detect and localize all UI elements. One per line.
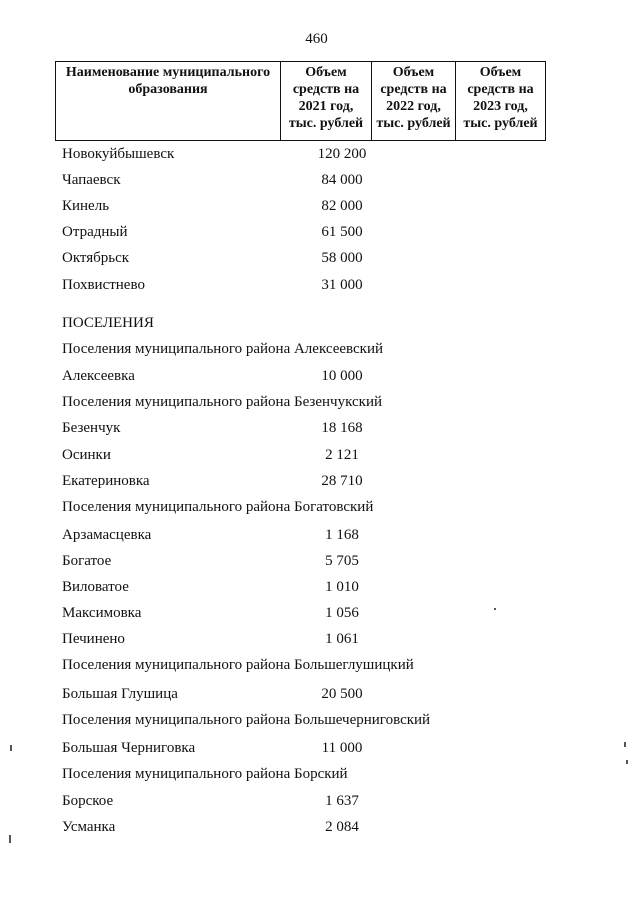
- column-header-2021: Объем средств на 2021 год, тыс. рублей: [281, 62, 372, 141]
- table-row: [62, 248, 582, 268]
- table-row: [62, 222, 582, 242]
- row-name: Усманка: [62, 819, 116, 835]
- group-heading: [62, 655, 582, 675]
- row-name: Осинки: [62, 447, 111, 463]
- row-name: Новокуйбышевск: [62, 146, 175, 162]
- scan-speck: [494, 608, 496, 610]
- row-name: Октябрьск: [62, 250, 130, 266]
- table-row: [62, 551, 582, 571]
- row-value-2021: 5 705: [325, 553, 359, 569]
- row-name: Поселения муниципального района Богатовский: [62, 499, 374, 515]
- table-row: [62, 275, 582, 295]
- table-row: [62, 738, 582, 758]
- row-value-2021: 84 000: [321, 172, 363, 188]
- table-row: [62, 366, 582, 386]
- scan-speck: [626, 760, 628, 764]
- scan-speck: [10, 745, 12, 751]
- column-header-2023: Объем средств на 2023 год, тыс. рублей: [456, 62, 546, 141]
- page-number: 460: [305, 31, 328, 47]
- row-name: Отрадный: [62, 224, 128, 240]
- table-header: [55, 61, 546, 141]
- row-value-2021: 10 000: [321, 368, 363, 384]
- row-value-2021: 1 061: [325, 631, 359, 647]
- row-name: ПОСЕЛЕНИЯ: [62, 315, 154, 331]
- row-name: Виловатое: [62, 579, 129, 595]
- row-name: Похвистнево: [62, 277, 145, 293]
- table-row: [62, 418, 582, 438]
- table-row: [62, 196, 582, 216]
- table-row: [62, 603, 582, 623]
- row-name: Поселения муниципального района Большечерниговский: [62, 712, 431, 728]
- row-name: Поселения муниципального района Борский: [62, 766, 348, 782]
- row-value-2021: 1 010: [325, 579, 359, 595]
- row-value-2021: 1 168: [325, 527, 359, 543]
- row-value-2021: 120 200: [317, 146, 367, 162]
- row-value-2021: 1 637: [325, 793, 359, 809]
- table-row: [62, 684, 582, 704]
- table-row: [62, 577, 582, 597]
- table-row: [62, 791, 582, 811]
- row-value-2021: 2 084: [325, 819, 359, 835]
- row-value-2021: 11 000: [321, 740, 363, 756]
- row-name: Поселения муниципального района Большеглушицкий: [62, 657, 414, 673]
- row-name: Чапаевск: [62, 172, 121, 188]
- row-value-2021: 1 056: [325, 605, 359, 621]
- scan-speck: [624, 742, 626, 747]
- row-name: Алексеевка: [62, 368, 135, 384]
- group-heading: [62, 339, 582, 359]
- group-heading: [62, 497, 582, 517]
- row-value-2021: 2 121: [325, 447, 359, 463]
- row-name: Екатериновка: [62, 473, 150, 489]
- table-row: [62, 817, 582, 837]
- row-value-2021: 82 000: [321, 198, 363, 214]
- table-row: [62, 445, 582, 465]
- column-header-2022: Объем средств на 2022 год, тыс. рублей: [372, 62, 456, 141]
- row-name: Печинено: [62, 631, 125, 647]
- scan-speck: [9, 835, 11, 843]
- group-heading: [62, 764, 582, 784]
- row-name: Кинель: [62, 198, 110, 214]
- group-heading: [62, 710, 582, 730]
- row-name: Максимовка: [62, 605, 142, 621]
- row-name: Безенчук: [62, 420, 121, 436]
- column-header-name: Наименование муниципального образования: [56, 62, 281, 141]
- row-name: Большая Глушица: [62, 686, 178, 702]
- table-row: [62, 144, 582, 164]
- row-value-2021: 31 000: [321, 277, 363, 293]
- row-value-2021: 28 710: [321, 473, 363, 489]
- row-name: Борское: [62, 793, 114, 809]
- row-value-2021: 58 000: [321, 250, 363, 266]
- row-name: Арзамасцевка: [62, 527, 152, 543]
- table-row: [62, 170, 582, 190]
- row-name: Большая Черниговка: [62, 740, 196, 756]
- group-heading: [62, 392, 582, 412]
- table-row: [62, 471, 582, 491]
- row-value-2021: 20 500: [321, 686, 363, 702]
- row-name: Поселения муниципального района Безенчукский: [62, 394, 382, 410]
- section-heading: [62, 313, 582, 333]
- row-name: Поселения муниципального района Алексеевский: [62, 341, 384, 357]
- table-row: [62, 629, 582, 649]
- table-row: [62, 525, 582, 545]
- row-value-2021: 61 500: [321, 224, 363, 240]
- row-value-2021: 18 168: [321, 420, 363, 436]
- row-name: Богатое: [62, 553, 112, 569]
